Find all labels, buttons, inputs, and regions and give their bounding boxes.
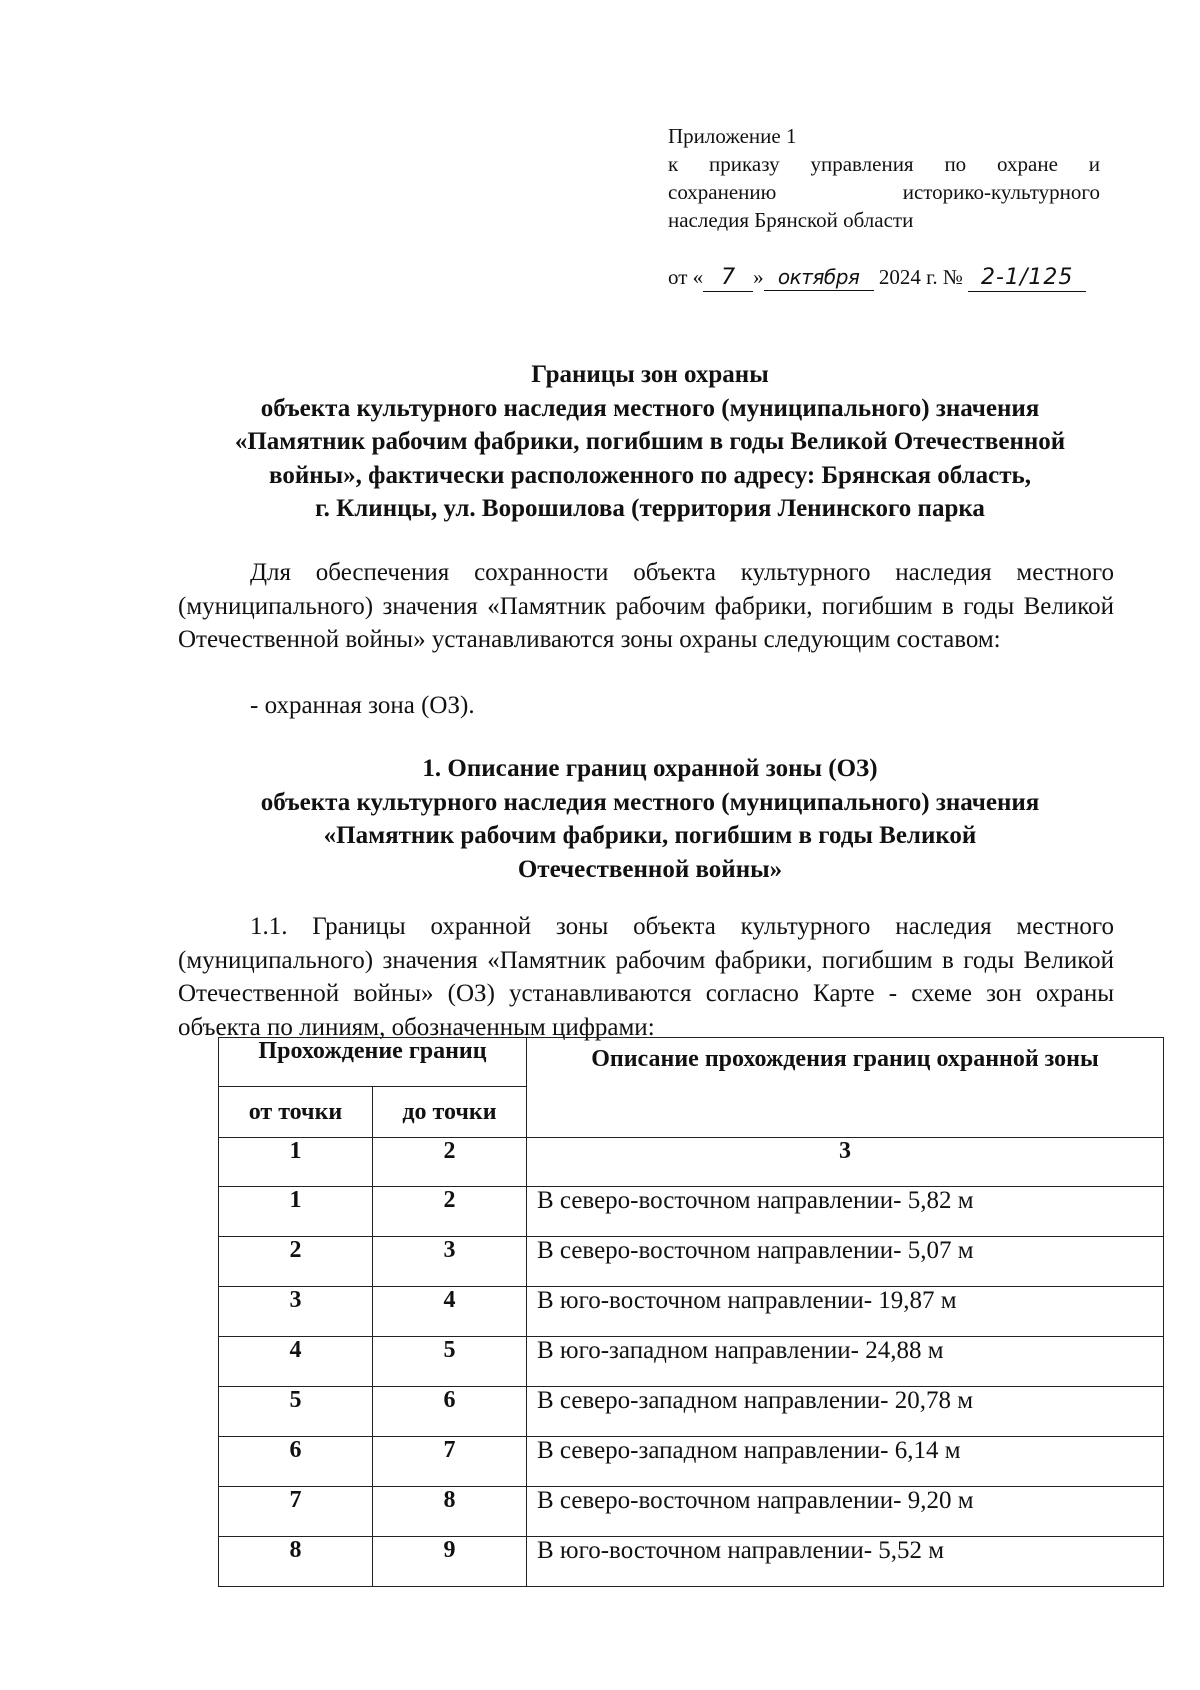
order-mid: » — [753, 265, 764, 289]
appendix-block — [668, 122, 1100, 234]
to-point-cell: 9 — [373, 1537, 527, 1587]
table-row — [219, 1287, 1164, 1337]
to-point-cell: 2 — [373, 1187, 527, 1237]
intro-text: Для обеспечения сохранности объекта культурного наследия местного (муниципального) значения «Памятник рабочим фабрики, погибшим в годы Великой Отечественной войны» устанавливаются зоны охраны следующим составом: — [178, 559, 1114, 653]
section-title-line: Отечественной войны» — [517, 855, 783, 883]
column-number: 3 — [527, 1138, 1164, 1187]
header-description: Описание прохождения границ охранной зоны — [527, 1038, 1164, 1138]
header-boundary-passage: Прохождение границ — [219, 1038, 527, 1087]
table-row — [219, 1487, 1164, 1537]
from-point-cell: 2 — [219, 1237, 373, 1287]
section-paragraph-text: 1.1. Границы охранной зоны объекта культурного наследия местного (муниципального) значения «Памятник рабочим фабрики, погибшим в годы Великой Отечественной войны» (ОЗ) устанавливаются согласно Карте - схеме зон охраны объекта по линиям, обозначенным цифрами: — [178, 913, 1114, 1041]
description-cell: В юго-восточном направлении- 19,87 м — [527, 1287, 1164, 1337]
to-point-cell: 7 — [373, 1437, 527, 1487]
to-point-cell: 6 — [373, 1387, 527, 1437]
document-title — [160, 358, 1140, 526]
to-point-cell: 4 — [373, 1287, 527, 1337]
from-point-cell: 1 — [219, 1187, 373, 1237]
description-cell: В северо-западном направлении- 20,78 м — [527, 1387, 1164, 1437]
appendix-title: Приложение 1 — [668, 124, 797, 148]
column-number-row — [219, 1138, 1164, 1187]
order-month-handwritten: октября — [764, 264, 874, 291]
order-prefix: от « — [668, 265, 704, 289]
section-title-line: 1. Описание границ охранной зоны (ОЗ) — [422, 755, 878, 782]
appendix-line: к приказу управления по охране и — [668, 152, 1100, 176]
order-day-handwritten: 7 — [703, 265, 753, 292]
table-row — [219, 1437, 1164, 1487]
to-point-cell: 5 — [373, 1337, 527, 1387]
intro-paragraph — [178, 556, 1114, 657]
order-year: 2024 г. № — [878, 265, 963, 289]
order-number-handwritten: 2-1/125 — [968, 265, 1086, 292]
description-cell: В северо-восточном направлении- 9,20 м — [527, 1487, 1164, 1537]
boundary-table — [218, 1037, 1164, 1587]
description-cell: В юго-восточном направлении- 5,52 м — [527, 1537, 1164, 1587]
section-title-line: «Памятник рабочим фабрики, погибшим в годы Великой — [323, 822, 977, 849]
column-number: 2 — [373, 1138, 527, 1187]
to-point-cell: 3 — [373, 1237, 527, 1287]
header-to-point: до точки — [373, 1087, 527, 1138]
order-date-line — [668, 262, 1086, 292]
from-point-cell: 7 — [219, 1487, 373, 1537]
from-point-cell: 4 — [219, 1337, 373, 1387]
to-point-cell: 8 — [373, 1487, 527, 1537]
table-row — [219, 1337, 1164, 1387]
description-cell: В северо-восточном направлении- 5,82 м — [527, 1187, 1164, 1237]
table-row — [219, 1537, 1164, 1587]
header-from-point: от точки — [219, 1087, 373, 1138]
from-point-cell: 3 — [219, 1287, 373, 1337]
zone-list-item: - охранная зона (ОЗ). — [250, 692, 475, 719]
description-cell: В северо-западном направлении- 6,14 м — [527, 1437, 1164, 1487]
from-point-cell: 5 — [219, 1387, 373, 1437]
section-title — [160, 752, 1140, 886]
table-row — [219, 1237, 1164, 1287]
title-line: Границы зон охраны — [531, 361, 769, 388]
table-row — [219, 1187, 1164, 1237]
title-line: войны», фактически расположенного по адресу: Брянская область, — [269, 461, 1031, 489]
section-paragraph — [178, 910, 1114, 1044]
description-cell: В юго-западном направлении- 24,88 м — [527, 1337, 1164, 1387]
title-line: «Памятник рабочим фабрики, погибшим в годы Великой Отечественной — [234, 428, 1066, 455]
from-point-cell: 8 — [219, 1537, 373, 1587]
title-line: г. Клинцы, ул. Ворошилова (территория Ленинского парка — [315, 495, 985, 522]
appendix-line: сохранению историко-культурного — [668, 180, 1100, 204]
description-cell: В северо-восточном направлении- 5,07 м — [527, 1237, 1164, 1287]
table-row — [219, 1387, 1164, 1437]
section-title-line: объекта культурного наследия местного (муниципального) значения — [260, 788, 1040, 816]
appendix-line: наследия Брянской области — [668, 208, 914, 232]
title-line: объекта культурного наследия местного (муниципального) значения — [260, 394, 1040, 422]
column-number: 1 — [219, 1138, 373, 1187]
from-point-cell: 6 — [219, 1437, 373, 1487]
